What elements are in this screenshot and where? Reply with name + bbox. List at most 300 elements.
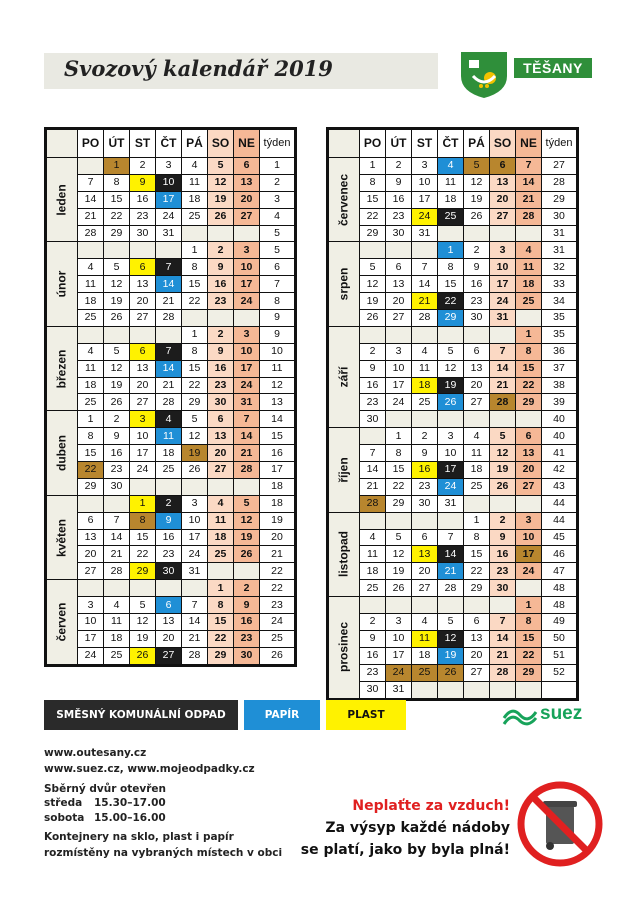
empty-cell: [182, 580, 207, 596]
day-cell: 28: [234, 462, 259, 478]
day-cell: 10: [386, 631, 411, 647]
day-cell: 7: [438, 530, 463, 546]
day-cell: 26: [438, 394, 463, 410]
empty-cell: [130, 479, 155, 495]
day-cell: 7: [182, 597, 207, 613]
week-row: [329, 158, 576, 174]
week-row: [329, 226, 576, 242]
day-cell: 13: [78, 530, 103, 546]
day-cell: 8: [78, 428, 103, 444]
day-cell: 25: [208, 546, 233, 562]
day-cell: 5: [104, 259, 129, 275]
day-cell: 17: [386, 378, 411, 394]
day-cell: 1: [104, 158, 129, 174]
day-cell: 1: [386, 428, 411, 444]
day-cell: 17: [156, 192, 181, 208]
week-row: [329, 563, 576, 579]
week-number: 25: [260, 631, 294, 647]
day-cell: 26: [464, 209, 489, 225]
empty-cell: [104, 242, 129, 258]
day-cell: 4: [412, 344, 437, 360]
day-cell: 8: [438, 259, 463, 275]
day-cell: 23: [412, 479, 437, 495]
yard-day-saturday: sobota: [44, 812, 85, 824]
day-cell: 7: [156, 259, 181, 275]
empty-cell: [464, 411, 489, 427]
day-cell: 2: [156, 496, 181, 512]
day-cell: 2: [360, 614, 385, 630]
day-cell: 7: [516, 158, 541, 174]
day-cell: 3: [234, 242, 259, 258]
day-cell: 22: [464, 563, 489, 579]
day-cell: 9: [234, 597, 259, 613]
day-cell: 9: [208, 344, 233, 360]
day-cell: 21: [490, 378, 515, 394]
day-cell: 8: [104, 175, 129, 191]
week-row: [329, 631, 576, 647]
day-cell: 21: [182, 631, 207, 647]
empty-cell: [360, 327, 385, 343]
month-label: [47, 496, 77, 579]
day-cell: 21: [78, 209, 103, 225]
day-cell: 30: [130, 226, 155, 242]
week-number: 7: [260, 276, 294, 292]
day-cell: 15: [104, 192, 129, 208]
website-outesany[interactable]: www.outesany.cz: [44, 747, 147, 759]
empty-cell: [386, 513, 411, 529]
day-cell: 25: [412, 394, 437, 410]
week-row: [47, 259, 294, 275]
month-name: červenec: [336, 173, 351, 226]
week-row: [329, 242, 576, 258]
day-cell: 17: [78, 631, 103, 647]
slogan: [300, 795, 510, 861]
empty-cell: [234, 563, 259, 579]
day-cell: 30: [360, 411, 385, 427]
day-cell: 2: [234, 580, 259, 596]
month-label: [329, 513, 359, 596]
day-cell: 6: [464, 344, 489, 360]
day-cell: 5: [234, 496, 259, 512]
weekday-header: SO: [208, 130, 233, 157]
empty-cell: [516, 496, 541, 512]
day-cell: 25: [156, 462, 181, 478]
slogan-headline: Neplaťte za vzduch!: [352, 798, 510, 814]
day-cell: 3: [234, 327, 259, 343]
weekday-header: ČT: [156, 130, 181, 157]
week-row: [329, 394, 576, 410]
week-row: [47, 546, 294, 562]
day-cell: 5: [464, 158, 489, 174]
day-cell: 19: [438, 648, 463, 664]
village-crest-icon: [457, 50, 511, 100]
day-cell: 20: [490, 192, 515, 208]
week-row: [329, 209, 576, 225]
day-cell: 7: [412, 259, 437, 275]
day-cell: 9: [208, 259, 233, 275]
empty-cell: [104, 580, 129, 596]
empty-cell: [490, 496, 515, 512]
day-cell: 13: [234, 175, 259, 191]
empty-cell: [464, 496, 489, 512]
day-cell: 7: [490, 344, 515, 360]
day-cell: 21: [234, 445, 259, 461]
day-cell: 31: [156, 226, 181, 242]
empty-cell: [464, 226, 489, 242]
empty-cell: [386, 597, 411, 613]
week-row: [329, 496, 576, 512]
day-cell: 22: [386, 479, 411, 495]
weekday-header: ST: [130, 130, 155, 157]
day-cell: 23: [104, 462, 129, 478]
empty-cell: [490, 411, 515, 427]
day-cell: 20: [130, 378, 155, 394]
day-cell: 18: [412, 648, 437, 664]
day-cell: 16: [490, 546, 515, 562]
week-number: 10: [260, 344, 294, 360]
day-cell: 4: [438, 158, 463, 174]
day-cell: 17: [490, 276, 515, 292]
day-cell: 28: [156, 310, 181, 326]
empty-cell: [130, 242, 155, 258]
day-cell: 19: [182, 445, 207, 461]
day-cell: 21: [104, 546, 129, 562]
day-cell: 15: [438, 276, 463, 292]
day-cell: 26: [130, 648, 155, 664]
day-cell: 18: [360, 563, 385, 579]
month-label: [47, 242, 77, 325]
day-cell: 24: [78, 648, 103, 664]
day-cell: 30: [104, 479, 129, 495]
weekday-header: ČT: [438, 130, 463, 157]
day-cell: 17: [412, 192, 437, 208]
day-cell: 11: [412, 361, 437, 377]
week-row: [329, 310, 576, 326]
day-cell: 10: [182, 513, 207, 529]
day-cell: 29: [130, 563, 155, 579]
day-cell: 14: [412, 276, 437, 292]
empty-cell: [438, 682, 463, 698]
week-row: [329, 665, 576, 681]
day-cell: 17: [386, 648, 411, 664]
empty-cell: [182, 479, 207, 495]
website-suez[interactable]: www.suez.cz, www.mojeodpadky.cz: [44, 763, 255, 775]
day-cell: 15: [130, 530, 155, 546]
month-label: [329, 158, 359, 241]
week-number: 20: [260, 530, 294, 546]
day-cell: 19: [490, 462, 515, 478]
day-cell: 28: [156, 394, 181, 410]
day-cell: 17: [234, 276, 259, 292]
day-cell: 26: [360, 310, 385, 326]
empty-cell: [464, 682, 489, 698]
day-cell: 11: [78, 361, 103, 377]
day-cell: 12: [182, 428, 207, 444]
week-number: 18: [260, 479, 294, 495]
day-cell: 12: [386, 546, 411, 562]
day-cell: 25: [182, 209, 207, 225]
week-number: 52: [542, 665, 576, 681]
empty-cell: [234, 479, 259, 495]
empty-cell: [78, 242, 103, 258]
empty-cell: [516, 310, 541, 326]
day-cell: 9: [156, 513, 181, 529]
empty-cell: [438, 513, 463, 529]
day-cell: 25: [412, 665, 437, 681]
day-cell: 24: [182, 546, 207, 562]
day-cell: 18: [182, 192, 207, 208]
week-row: [47, 276, 294, 292]
week-number: 24: [260, 614, 294, 630]
day-cell: 26: [104, 310, 129, 326]
day-cell: 25: [78, 394, 103, 410]
week-row: [47, 631, 294, 647]
empty-cell: [438, 327, 463, 343]
empty-cell: [412, 513, 437, 529]
day-cell: 25: [438, 209, 463, 225]
empty-cell: [182, 226, 207, 242]
day-cell: 9: [104, 428, 129, 444]
day-cell: 16: [130, 192, 155, 208]
day-cell: 18: [78, 293, 103, 309]
day-cell: 22: [516, 378, 541, 394]
day-cell: 14: [156, 276, 181, 292]
empty-cell: [386, 242, 411, 258]
day-cell: 26: [490, 479, 515, 495]
week-number: 46: [542, 546, 576, 562]
day-cell: 10: [490, 259, 515, 275]
day-cell: 5: [104, 344, 129, 360]
week-row: [47, 563, 294, 579]
day-cell: 27: [156, 648, 181, 664]
day-cell: 1: [130, 496, 155, 512]
day-cell: 28: [182, 648, 207, 664]
month-label: [329, 597, 359, 697]
day-cell: 15: [208, 614, 233, 630]
week-number: 22: [260, 580, 294, 596]
day-cell: 3: [490, 242, 515, 258]
day-cell: 27: [130, 310, 155, 326]
day-cell: 3: [78, 597, 103, 613]
week-number: 41: [542, 445, 576, 461]
week-number: 34: [542, 293, 576, 309]
day-cell: 18: [516, 276, 541, 292]
weekday-header: ÚT: [386, 130, 411, 157]
day-cell: 2: [208, 327, 233, 343]
empty-cell: [208, 310, 233, 326]
week-row: [47, 580, 294, 596]
empty-cell: [360, 513, 385, 529]
day-cell: 20: [156, 631, 181, 647]
day-cell: 21: [516, 192, 541, 208]
calendar-header-row: [47, 130, 294, 157]
week-number: 16: [260, 445, 294, 461]
day-cell: 24: [234, 378, 259, 394]
week-number: 12: [260, 378, 294, 394]
containers-line-1: Kontejnery na sklo, plast i papír: [44, 831, 234, 843]
day-cell: 7: [360, 445, 385, 461]
day-cell: 4: [104, 597, 129, 613]
day-cell: 2: [130, 158, 155, 174]
week-number: 9: [260, 310, 294, 326]
day-cell: 8: [386, 445, 411, 461]
day-cell: 30: [234, 648, 259, 664]
empty-cell: [516, 411, 541, 427]
day-cell: 16: [360, 378, 385, 394]
day-cell: 6: [130, 344, 155, 360]
day-cell: 2: [208, 242, 233, 258]
day-cell: 15: [464, 546, 489, 562]
day-cell: 29: [516, 665, 541, 681]
empty-cell: [78, 327, 103, 343]
week-number: 37: [542, 361, 576, 377]
day-cell: 5: [182, 411, 207, 427]
week-number: 2: [260, 175, 294, 191]
week-number: 30: [542, 209, 576, 225]
week-number: 50: [542, 631, 576, 647]
day-cell: 22: [516, 648, 541, 664]
week-number: 18: [260, 496, 294, 512]
week-number: [542, 682, 576, 698]
day-cell: 26: [182, 462, 207, 478]
week-row: [329, 530, 576, 546]
week-number: 6: [260, 259, 294, 275]
legend-plastic: PLAST: [326, 700, 406, 730]
day-cell: 15: [516, 631, 541, 647]
week-number: 44: [542, 513, 576, 529]
week-row: [47, 344, 294, 360]
day-cell: 4: [516, 242, 541, 258]
week-row: [329, 276, 576, 292]
day-cell: 31: [490, 310, 515, 326]
day-cell: 20: [412, 563, 437, 579]
day-cell: 26: [104, 394, 129, 410]
week-number: 45: [542, 530, 576, 546]
day-cell: 4: [182, 158, 207, 174]
day-cell: 10: [234, 344, 259, 360]
empty-cell: [156, 327, 181, 343]
week-row: [47, 462, 294, 478]
weekday-header: NE: [234, 130, 259, 157]
empty-cell: [78, 496, 103, 512]
day-cell: 27: [464, 665, 489, 681]
month-label: [329, 242, 359, 325]
empty-cell: [412, 411, 437, 427]
week-row: [329, 259, 576, 275]
day-cell: 16: [208, 276, 233, 292]
day-cell: 17: [516, 546, 541, 562]
week-row: [329, 682, 576, 698]
week-number: 48: [542, 597, 576, 613]
empty-cell: [234, 226, 259, 242]
day-cell: 8: [464, 530, 489, 546]
day-cell: 24: [386, 394, 411, 410]
day-cell: 24: [386, 665, 411, 681]
week-row: [329, 293, 576, 309]
week-row: [47, 327, 294, 343]
week-header: týden: [260, 130, 294, 157]
day-cell: 21: [490, 648, 515, 664]
month-label: [329, 327, 359, 427]
day-cell: 16: [104, 445, 129, 461]
empty-cell: [234, 310, 259, 326]
day-cell: 2: [412, 428, 437, 444]
week-row: [329, 479, 576, 495]
week-row: [47, 445, 294, 461]
day-cell: 20: [464, 648, 489, 664]
empty-cell: [156, 580, 181, 596]
empty-cell: [438, 226, 463, 242]
day-cell: 31: [234, 394, 259, 410]
day-cell: 6: [464, 614, 489, 630]
day-cell: 31: [182, 563, 207, 579]
day-cell: 24: [516, 563, 541, 579]
day-cell: 1: [438, 242, 463, 258]
week-number: 38: [542, 378, 576, 394]
month-name: březen: [54, 349, 69, 388]
week-number: 21: [260, 546, 294, 562]
week-number: 43: [542, 479, 576, 495]
week-number: 3: [260, 192, 294, 208]
day-cell: 1: [208, 580, 233, 596]
week-number: 1: [260, 158, 294, 174]
week-row: [47, 242, 294, 258]
day-cell: 15: [182, 361, 207, 377]
empty-cell: [360, 242, 385, 258]
day-cell: 7: [78, 175, 103, 191]
day-cell: 20: [208, 445, 233, 461]
day-cell: 28: [490, 665, 515, 681]
week-number: 4: [260, 209, 294, 225]
day-cell: 29: [516, 394, 541, 410]
week-row: [47, 428, 294, 444]
week-number: 32: [542, 259, 576, 275]
day-cell: 11: [156, 428, 181, 444]
day-cell: 23: [360, 665, 385, 681]
day-cell: 20: [234, 192, 259, 208]
weekday-header: ÚT: [104, 130, 129, 157]
day-cell: 30: [156, 563, 181, 579]
yard-time-saturday: 15.00–16.00: [94, 812, 166, 824]
month-label: [47, 327, 77, 410]
day-cell: 27: [386, 310, 411, 326]
day-cell: 25: [516, 293, 541, 309]
day-cell: 29: [182, 394, 207, 410]
month-label: [329, 428, 359, 511]
week-row: [47, 530, 294, 546]
day-cell: 23: [386, 209, 411, 225]
logo-text: TĚŠANY: [514, 58, 592, 78]
day-cell: 4: [360, 530, 385, 546]
month-name: listopad: [336, 531, 351, 578]
week-row: [47, 175, 294, 191]
day-cell: 25: [464, 479, 489, 495]
empty-cell: [490, 327, 515, 343]
day-cell: 12: [104, 361, 129, 377]
collection-yard-title: Sběrný dvůr otevřen: [44, 783, 166, 795]
day-cell: 31: [412, 226, 437, 242]
day-cell: 23: [490, 563, 515, 579]
week-row: [47, 158, 294, 174]
day-cell: 13: [464, 361, 489, 377]
empty-cell: [78, 158, 103, 174]
week-row: [329, 378, 576, 394]
day-cell: 29: [386, 496, 411, 512]
empty-cell: [208, 479, 233, 495]
day-cell: 23: [208, 378, 233, 394]
day-cell: 16: [360, 648, 385, 664]
week-number: 5: [260, 242, 294, 258]
